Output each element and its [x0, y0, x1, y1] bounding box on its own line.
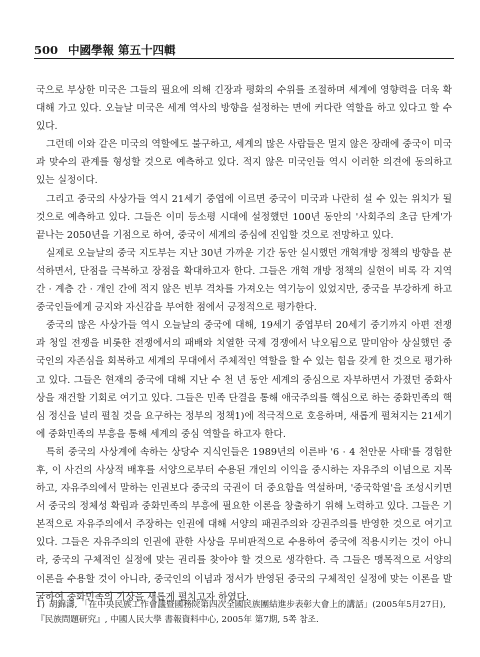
footnote-rule: [36, 592, 156, 593]
paragraph-2: 그런데 이와 같은 미국의 역할에도 불구하고, 세계의 많은 사람들은 멀지 않은 장래에 중국이 미국과 맞수의 관계를 형성할 것으로 예측하고 있다. 적지 않은 미국인들 역시 이러한 의견에 동의하고 있는 실정이다.: [36, 139, 452, 187]
body-text: [36, 82, 452, 607]
page-number: 500: [34, 43, 59, 57]
paragraph-4: 실제로 오늘날의 중국 지도부는 지난 30년 가까운 기간 동안 실시했던 개혁개방 정책의 방향을 분석하면서, 단점을 극복하고 장점을 확대하고자 한다. 그들은 개혁 개방 정책의 실현이 비록 각 지역 간 · 계층 간 · 개인 간에 적지 않은 빈부 격차를 가져오는 역기능이 있었지만, 중국을 부강하게 하고 중국인들에게 긍지와 자신감을 부여한 점에서 긍정적으로 평가한다.: [36, 247, 452, 314]
paragraph-3: 그리고 중국의 사상가들 역시 21세기 중엽에 이르면 중국이 미국과 나란히 설 수 있는 위치가 될 것으로 예측하고 있다. 그들은 이미 등소평 시대에 설정했던 100년 동안의 '사회주의 초급 단계'가 끝나는 2050년을 기점으로 하여, 중국이 세계의 중심에 진입할 것으로 전망하고 있다.: [36, 193, 452, 241]
header-rule: [34, 58, 454, 59]
running-header: [34, 42, 454, 58]
paragraph-6: 특히 중국의 사상계에 속하는 상당수 지식인들은 1989년의 이른바 '6 · 4 천안문 사태'를 경험한 후, 이 사건의 사상적 배후를 서양으로부터 수용된 개인의 이익을 중시하는 자유주의 이념으로 지목하고, 자유주의에서 말하는 인권보다 중국의 국권이 더 중요함을 역설하며, '중국학열'을 조성시키면서 중국의 정체성 확립과 중화민족의 부흥에 필요한 이론을 창출하기 위해 노력하고 있다. 그들은 기본적으로 자유주의에서 주장하는 인권에 대해 서양의 패권주의와 강권주의를 반영한 것으로 여기고 있다. 그들은 자유주의의 인권에 관한 사상을 무비판적으로 수용하여 중국에 적용시키는 것이 아니라, 중국의 구체적인 실정에 맞는 권리를 찾아야 할 것으로 생각한다. 즉 그들은 맹목적으로 서양의 이론을 수용할 것이 아니라, 중국인의 이념과 정서가 반영된 중국의 구체적인 실정에 맞는 이론을 발굴하여 중화민족의 기상을 새롭게 펼치고자 하였다.: [36, 446, 452, 603]
paragraph-5: 중국의 많은 사상가들 역시 오늘날의 중국에 대해, 19세기 중엽부터 20세기 중기까지 아편 전쟁과 청일 전쟁을 비롯한 전쟁에서의 패배와 치열한 국제 경쟁에서 낙오됨으로 말미암아 상실했던 중국인의 자존심을 회복하고 세계의 무대에서 주체적인 역할을 할 수 있는 힘을 갖게 한 것으로 평가하고 있다. 그들은 현재의 중국에 대해 지난 수 천 년 동안 세계의 중심으로 자부하면서 가졌던 중화사상을 재건할 기회로 여기고 있다. 그들은 민족 단결을 통해 애국주의를 핵심으로 하는 중화민족의 핵심 정신을 널리 펼칠 것을 요구하는 정부의 정책1)에 적극적으로 호응하며, 새롭게 펼쳐지는 21세기에 중화민족의 부흥을 통해 세계의 중심 역할을 하고자 한다.: [36, 320, 452, 440]
paragraph-1: 국으로 부상한 미국은 그들의 필요에 의해 긴장과 평화의 수위를 조절하며 세계에 영향력을 더욱 확대해 가고 있다. 오늘날 미국은 세계 역사의 방향을 설정하는 면에 커다란 역할을 하고 있다고 할 수 있다.: [36, 85, 452, 133]
footnote-number: 1): [36, 600, 45, 610]
journal-title: 中國學報 第五十四輯: [68, 43, 176, 57]
footnote: [36, 598, 452, 627]
footnote-text: 胡錦濤, 「在中央民族工作會議暨國務院第四次全國民族團結進步表彰大會上的講話」(2005年5月27日), 『民族問題研究』, 中國人民大學 書報資料中心, 2005年 第7期, 5쪽 참조.: [36, 600, 446, 625]
